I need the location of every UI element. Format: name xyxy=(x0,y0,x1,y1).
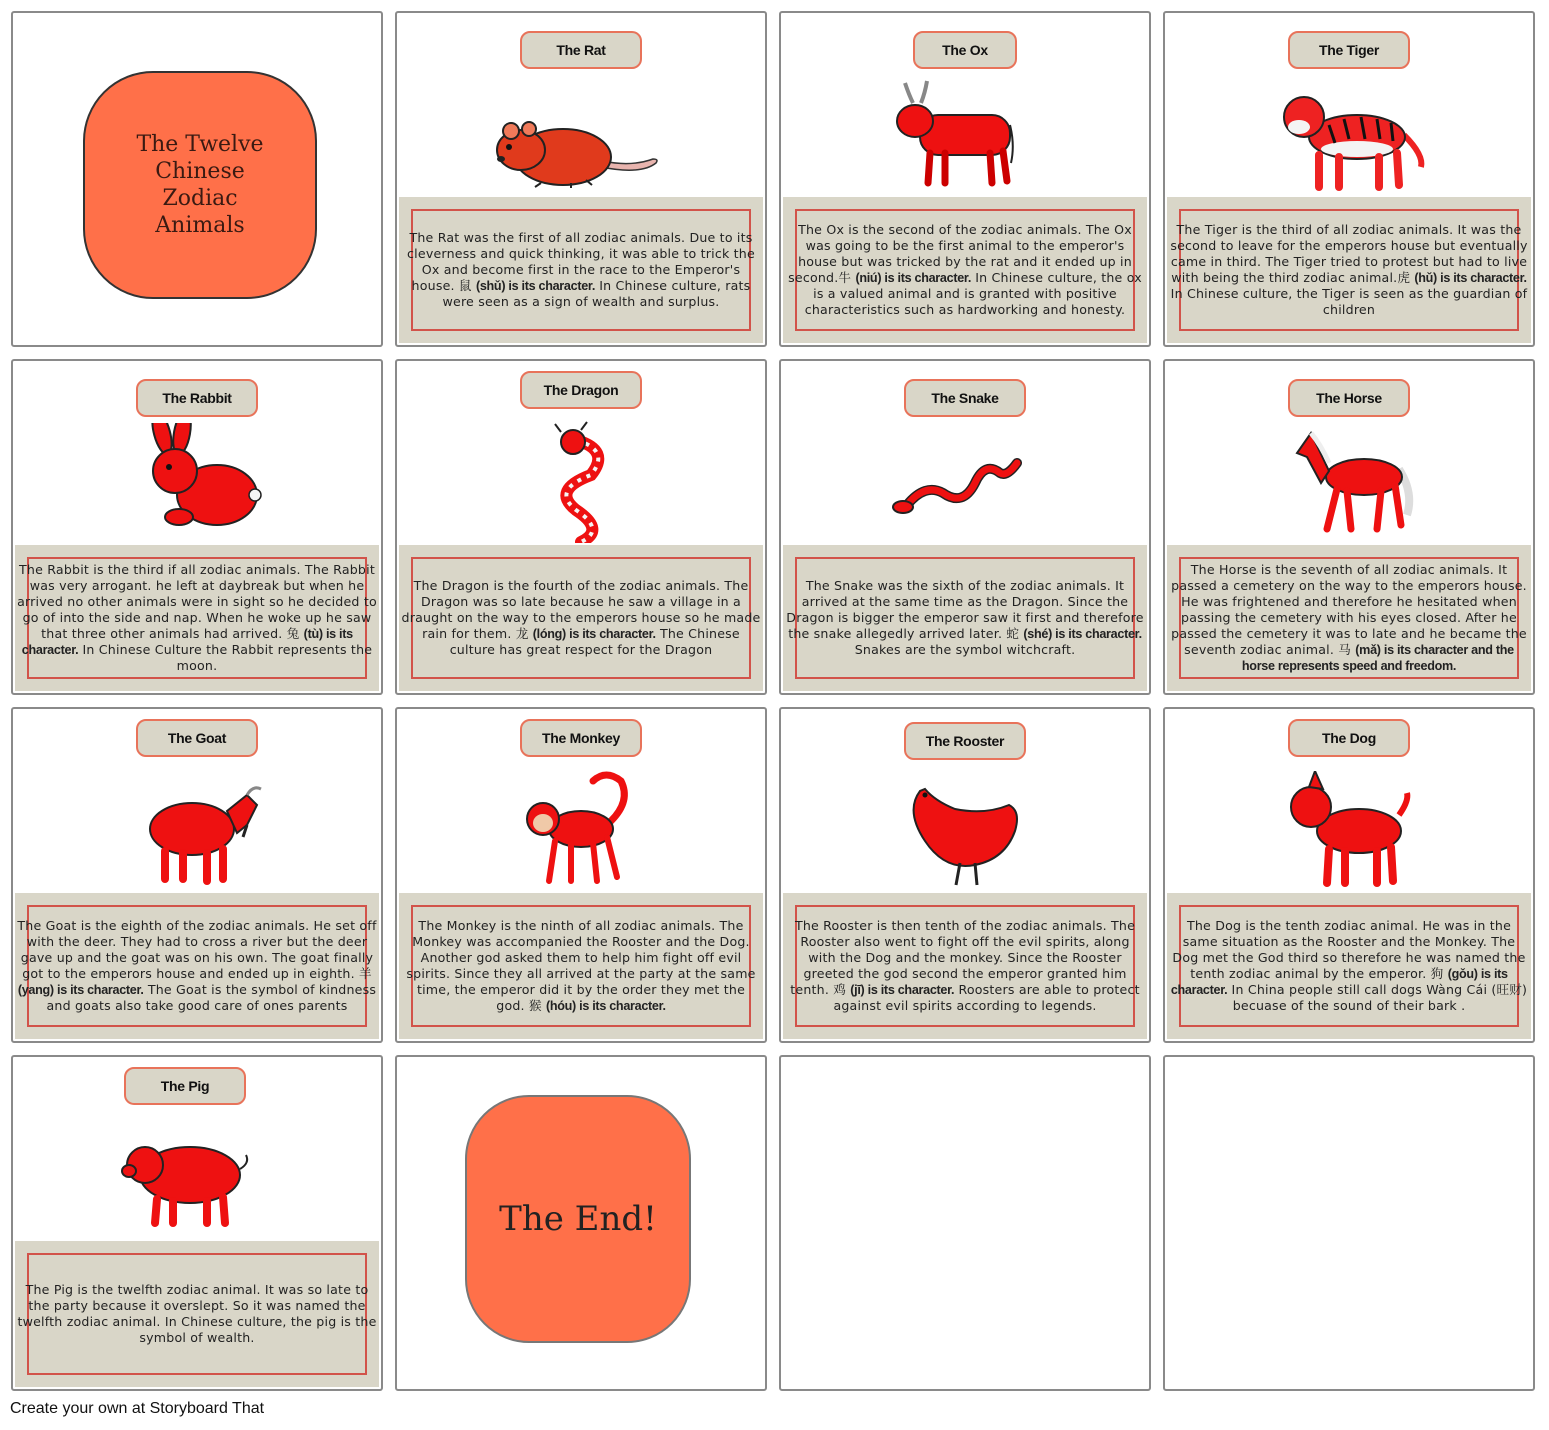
description-panel xyxy=(15,1241,379,1387)
description: The Goat is the eighth of the zodiac animals. He set off with the deer. They had to cross a river but the deer gave up and the goat was on his own. The goat finally got to the emperors house and ended up in eighth. 羊 (yang) is its character. The Goat is the symbol of kindness and goats also take good care of ones parents xyxy=(17,918,377,1013)
panel-rabbit xyxy=(11,359,383,695)
intro-panel xyxy=(11,11,383,347)
footer-credit[interactable]: Create your own at Storyboard That xyxy=(10,1400,265,1417)
snake-icon xyxy=(865,423,1065,543)
monkey-icon xyxy=(481,771,681,891)
description-panel xyxy=(399,545,763,691)
panel-snake xyxy=(779,359,1151,695)
description-box xyxy=(1170,905,1528,1027)
panel-title: The Rabbit xyxy=(136,379,258,417)
panel-monkey xyxy=(395,707,767,1043)
description: The Rabbit is the third if all zodiac animals. The Rabbit was very arrogant. he left at daybreak but when he arrived no other animals were in sight so he decided to go of into the side and nap. When he woke up he saw that three other animals had arrived. 兔 (tù) is its character. In Chinese Culture the Rabbit represents the moon. xyxy=(17,562,377,673)
description: The Monkey is the ninth of all zodiac animals. The Monkey was accompanied the Rooster and the Dog. Another god asked them to help him fight off evil spirits. Since they all arrived at the party at the same time, the emperor did it by the order they met the god. 猴 (hóu) is its character. xyxy=(406,918,756,1013)
panel-rooster xyxy=(779,707,1151,1043)
description-panel xyxy=(1167,197,1531,343)
tiger-icon xyxy=(1249,75,1449,195)
panel-title: The Dragon xyxy=(520,371,642,409)
panel-title: The Rat xyxy=(520,31,642,69)
description-box xyxy=(406,905,756,1027)
description: The Dragon is the fourth of the zodiac animals. The Dragon was so late because he saw a village in a draught on the way to the emperors house so he made rain for them. 龙 (lóng) is its character. The Chinese culture has great respect for the Dragon xyxy=(401,578,761,657)
description: The Horse is the seventh of all zodiac animals. It passed a cemetery on the way to the emperors house. He was frightened and therefore he hesitated when passing the cemetery with his eyes closed. After he passed the cemetery it was to late and he became the seventh zodiac animal. 马 (mǎ) is its character and the horse represents speed and freedom. xyxy=(1171,562,1527,673)
goat-icon xyxy=(97,771,297,891)
description: The Ox is the second of the zodiac animals. The Ox was going to be the first animal to the emperor's house but was tricked by the rat and it ended up in second.牛 (niú) is its character. In Chinese culture, the ox is a valued animal and is granted with positive characteristics such as hardworking and honesty. xyxy=(788,222,1142,317)
description-box xyxy=(17,557,377,679)
description: The Dog is the tenth zodiac animal. He was in the same situation as the Rooster and the Monkey. The Dog met the God third so therefore he was named the tenth zodiac animal by the emperor. 狗 (gǒu) is its character. In China people still call dogs Wàng Cái (旺财) becuase of the sound of their bark . xyxy=(1170,918,1528,1013)
description-box xyxy=(790,905,1140,1027)
panel-title: The Snake xyxy=(904,379,1026,417)
ending-title: The End! xyxy=(499,1199,657,1239)
panel-dog xyxy=(1163,707,1535,1043)
rabbit-icon xyxy=(97,423,297,543)
description-panel xyxy=(783,545,1147,691)
panel-title: The Tiger xyxy=(1288,31,1410,69)
ending-panel xyxy=(395,1055,767,1391)
panel-horse xyxy=(1163,359,1535,695)
description: The Rat was the first of all zodiac animals. Due to its cleverness and quick thinking, it was able to trick the Ox and become first in the race to the Emperor's house. 鼠 (shǔ) is its character. In Chinese culture, rats were seen as a sign of wealth and surplus. xyxy=(407,230,755,309)
empty-panel xyxy=(1163,1055,1535,1391)
description-panel xyxy=(783,893,1147,1039)
description-box xyxy=(1170,209,1528,331)
dog-icon xyxy=(1249,771,1449,891)
description-panel xyxy=(399,893,763,1039)
rooster-icon xyxy=(865,771,1065,891)
panel-rat xyxy=(395,11,767,347)
intro-title-blob xyxy=(83,71,317,299)
description-box xyxy=(786,557,1144,679)
description-box xyxy=(407,209,755,331)
panel-ox xyxy=(779,11,1151,347)
description-box xyxy=(17,1253,377,1375)
description: The Tiger is the third of all zodiac animals. It was the second to leave for the emperors house but eventually came in third. The Tiger tried to protest but had to live with being the third zodiac animal.虎 (hǔ) is its character. In Chinese culture, the Tiger is seen as the guardian of children xyxy=(1170,222,1528,317)
ending-blob xyxy=(465,1095,691,1343)
description: The Snake was the sixth of the zodiac animals. It arrived at the same time as the Dragon. Since the Dragon is bigger the emperor saw it first and therefore the snake allegedly arrived later. 蛇 (shé) is its character. Snakes are the symbol witchcraft. xyxy=(786,578,1144,657)
description: The Pig is the twelfth zodiac animal. It was so late to the party because it overslept. So it was named the twelfth zodiac animal. In Chinese culture, the pig is the symbol of wealth. xyxy=(17,1282,377,1345)
panel-title: The Dog xyxy=(1288,719,1410,757)
description-panel xyxy=(15,893,379,1039)
description-panel xyxy=(15,545,379,691)
description-box xyxy=(1171,557,1527,679)
pig-icon xyxy=(85,1119,285,1239)
panel-tiger xyxy=(1163,11,1535,347)
panel-title: The Ox xyxy=(913,31,1017,69)
description-box xyxy=(17,905,377,1027)
ox-icon xyxy=(865,75,1065,195)
panel-dragon xyxy=(395,359,767,695)
description-panel xyxy=(399,197,763,343)
panel-title: The Rooster xyxy=(904,722,1026,760)
panel-title: The Pig xyxy=(124,1067,246,1105)
description-panel xyxy=(1167,545,1531,691)
rat-icon xyxy=(481,75,681,195)
panel-title: The Goat xyxy=(136,719,258,757)
panel-pig xyxy=(11,1055,383,1391)
horse-icon xyxy=(1249,423,1449,543)
empty-panel xyxy=(779,1055,1151,1391)
description: The Rooster is then tenth of the zodiac animals. The Rooster also went to fight off the evil spirits, along with the Dog and the monkey. Since the Rooster greeted the god second the emperor granted him tenth. 鸡 (jī) is its character. Roosters are able to protect against evil spirits according to legends. xyxy=(790,918,1140,1013)
panel-title: The Horse xyxy=(1288,379,1410,417)
description-box xyxy=(788,209,1142,331)
description-panel xyxy=(1167,893,1531,1039)
description-box xyxy=(401,557,761,679)
panel-title: The Monkey xyxy=(520,719,642,757)
dragon-icon xyxy=(481,417,681,543)
description-panel xyxy=(783,197,1147,343)
intro-title: The Twelve Chinese Zodiac Animals xyxy=(136,132,264,238)
panel-goat xyxy=(11,707,383,1043)
